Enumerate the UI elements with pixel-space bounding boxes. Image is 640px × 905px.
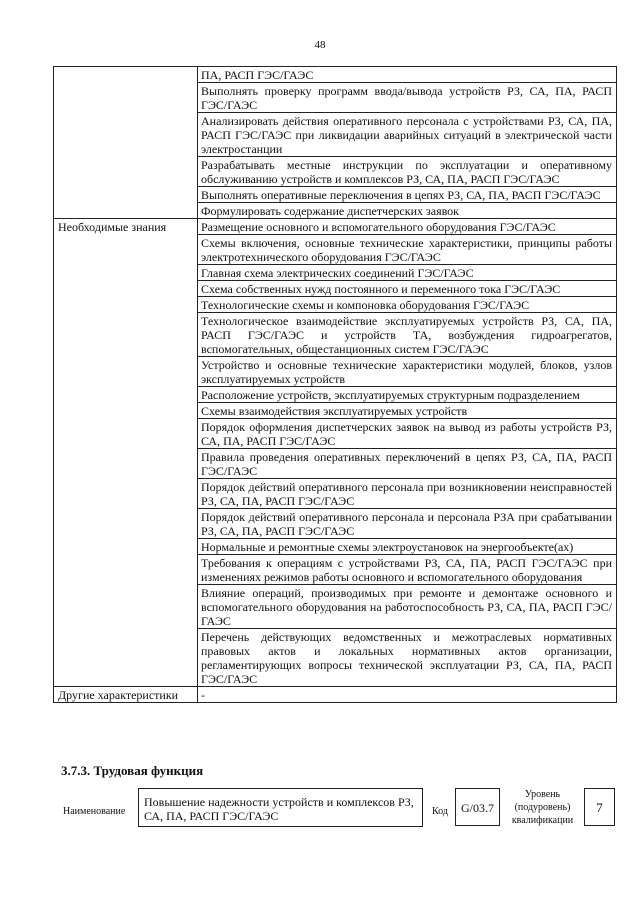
table-cell: Формулировать содержание диспетчерских заявок [198,203,617,219]
table-cell: Порядок оформления диспетчерских заявок на вывод из работы устройств РЗ, СА, ПА, РАСП ГЭС/ГАЭС [198,419,617,449]
requirements-table [53,66,617,703]
name-value: Повышение надежности устройств и комплексов РЗ, СА, ПА, РАСП ГЭС/ГАЭС [144,795,414,823]
row-label: Другие характеристики [54,687,198,703]
qualification-level-label: Уровень (подуровень) квалификации [511,789,574,826]
row-label: Необходимые знания [54,219,198,687]
table-cell: Размещение основного и вспомогательного оборудования ГЭС/ГАЭС [198,219,617,235]
table-cell: Разрабатывать местные инструкции по эксплуатации и оперативному обслуживанию устройств и комплексов РЗ, СА, ПА, РАСП ГЭС/ГАЭС [198,157,617,187]
table-row [54,687,617,703]
page-number: 48 [314,39,326,51]
table-cell: Устройство и основные технические характеристики модулей, блоков, узлов эксплуатируемых устройств [198,357,617,387]
table-cell: Порядок действий оперативного персонала и персонала РЗА при срабатывании РЗ, СА, ПА, РАСП ГЭС/ГАЭС [198,509,617,539]
table-cell: Расположение устройств, эксплуатируемых структурным подразделением [198,387,617,403]
qualification-level-value: 7 [596,800,603,815]
table-cell: Порядок действий оперативного персонала при возникновении неисправностей РЗ, СА, ПА, РАСП ГЭС/ГАЭС [198,479,617,509]
code-value: G/03.7 [461,801,494,815]
table-cell: Перечень действующих ведомственных и межотраслевых нормативных правовых актов и локальных нормативных актов организации, регламентирующих вопросы технической эксплуатации РЗ, СА, ПА, РАСП ГЭС/ГАЭС [198,629,617,687]
table-cell: ПА, РАСП ГЭС/ГАЭС [198,67,617,83]
table-cell: Схемы включения, основные технические характеристики, принципы работы электротехнического оборудования ГЭС/ГАЭС [198,235,617,265]
code-value-box [455,788,500,826]
row-label [54,67,198,219]
table-cell: Главная схема электрических соединений ГЭС/ГАЭС [198,265,617,281]
name-value-box [138,788,423,827]
table-cell: Схемы взаимодействия эксплуатируемых устройств [198,403,617,419]
qualification-level-box [584,788,615,826]
table-cell: Технологические схемы и компоновка оборудования ГЭС/ГАЭС [198,297,617,313]
table-cell: Технологическое взаимодействие эксплуатируемых устройств РЗ, СА, ПА, РАСП ГЭС/ГАЭС и устройств ТА, возбуждения гидроагрегатов, вспомогательных, общестанционных систем ГЭС/ГАЭС [198,313,617,357]
table-cell: Выполнять оперативные переключения в цепях РЗ, СА, ПА, РАСП ГЭС/ГАЭС [198,187,617,203]
name-label: Наименование [63,806,126,817]
code-label: Код [432,806,448,817]
table-cell: Правила проведения оперативных переключений в цепях РЗ, СА, ПА, РАСП ГЭС/ГАЭС [198,449,617,479]
table-cell: Влияние операций, производимых при ремонте и демонтаже основного и вспомогательного оборудования на работоспособность РЗ, СА, ПА, РАСП ГЭС/ГАЭС [198,585,617,629]
table-cell: Выполнять проверку программ ввода/вывода устройств РЗ, СА, ПА, РАСП ГЭС/ГАЭС [198,83,617,113]
table-cell: Схема собственных нужд постоянного и переменного тока ГЭС/ГАЭС [198,281,617,297]
table-row [54,219,617,235]
table-cell: Требования к операциям с устройствами РЗ, СА, ПА, РАСП ГЭС/ГАЭС при изменениях режимов работы основного и вспомогательного оборудования [198,555,617,585]
table-cell: - [198,687,617,703]
table-cell: Нормальные и ремонтные схемы электроустановок на энергообъекте(ах) [198,539,617,555]
section-title: 3.7.3. Трудовая функция [61,763,204,778]
requirements-table-body [54,67,617,703]
table-cell: Анализировать действия оперативного персонала с устройствами РЗ, СА, ПА, РАСП ГЭС/ГАЭС при ликвидации аварийных ситуаций в электрической части электростанции [198,113,617,157]
table-row [54,67,617,83]
